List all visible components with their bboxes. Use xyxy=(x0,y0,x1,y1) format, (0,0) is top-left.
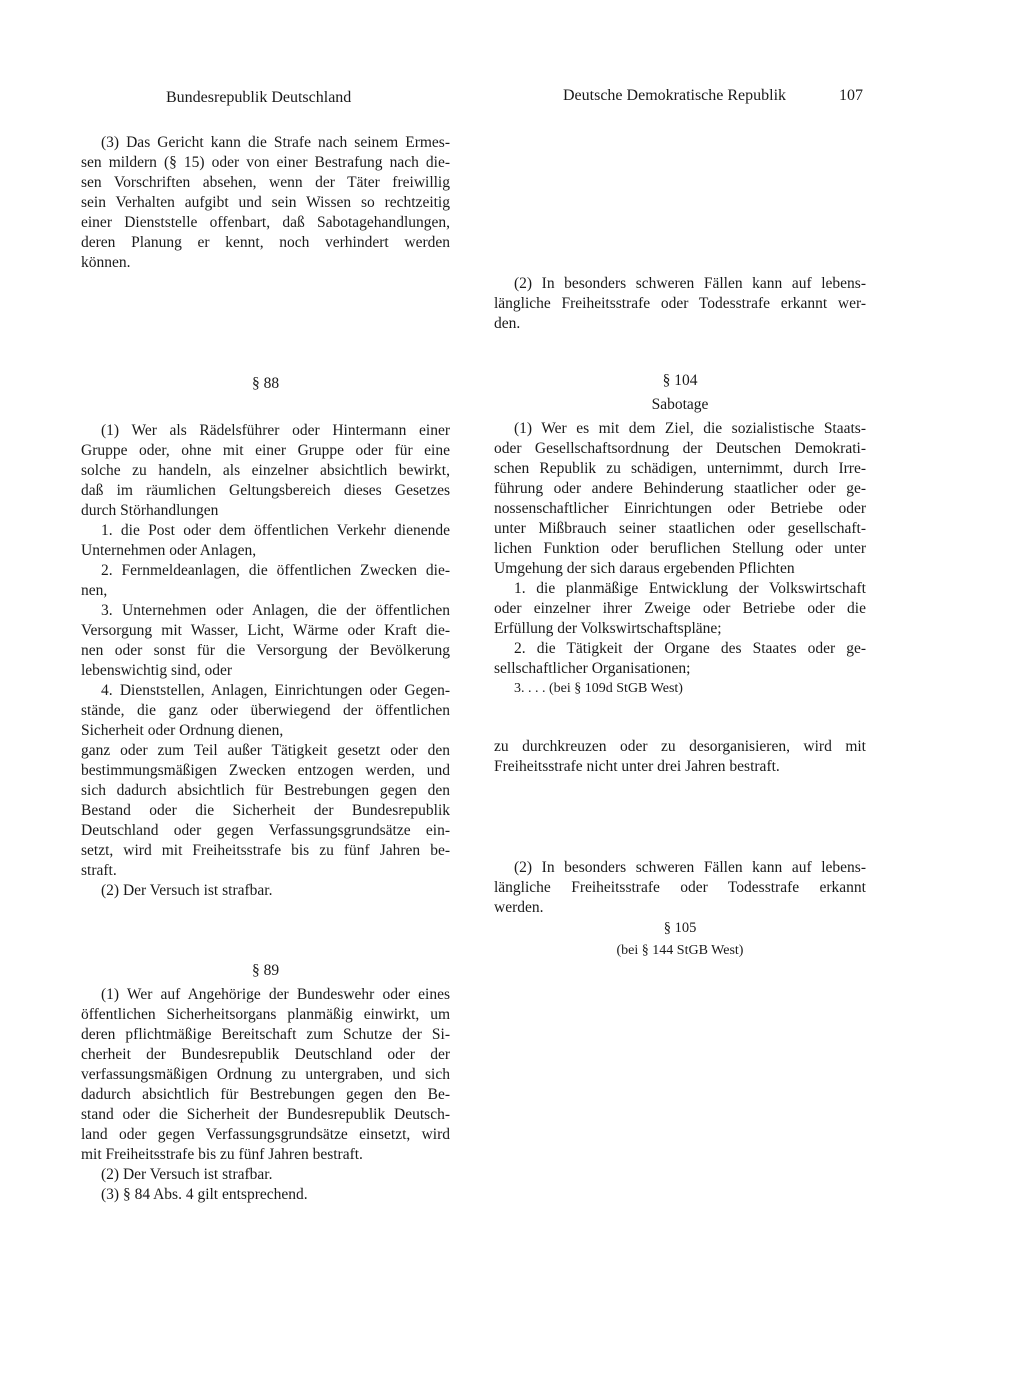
left-paragraph-3 xyxy=(81,133,450,273)
text-line: deren pflichtmäßige Bereitschaft zum Schutze der Si- xyxy=(81,1026,450,1043)
text-line: nen oder sonst für die Versorgung der Bevölkerung xyxy=(81,642,450,659)
section-104-continuation xyxy=(494,737,866,777)
text-line: nossenschaftlicher Einrichtungen oder Betriebe oder xyxy=(494,500,866,517)
text-line: cherheit der Bundesrepublik Deutschland oder der xyxy=(81,1046,450,1063)
text-line: stand oder die Sicherheit der Bundesrepublik Deutsch- xyxy=(81,1106,450,1123)
header-left-title: Bundesrepublik Deutschland xyxy=(166,89,352,106)
text-line: 1. die planmäßige Entwicklung der Volkswirtschaft xyxy=(514,580,866,597)
section-88-body xyxy=(81,421,450,901)
text-line: lebenswichtig sind, oder xyxy=(81,662,233,679)
text-line: land oder gegen Verfassungsgrundsätze einsetzt, wird xyxy=(81,1126,450,1143)
text-line: Bestand oder die Sicherheit der Bundesrepublik xyxy=(81,802,450,819)
section-88-heading-block xyxy=(81,374,450,394)
header-right-title: Deutsche Demokratische Republik xyxy=(563,87,787,104)
text-line: Deutschland oder gegen Verfassungsgrundsätze ein- xyxy=(81,822,450,839)
text-line: 3. Unternehmen oder Anlagen, die der öffentlichen xyxy=(101,602,450,619)
text-line: längliche Freiheitsstrafe oder Todesstrafe erkannt xyxy=(494,879,866,896)
text-line: 4. Dienststellen, Anlagen, Einrichtungen oder Gegen- xyxy=(101,682,450,699)
section-105-heading: § 105 xyxy=(663,920,697,936)
text-line: führung oder andere Behinderung staatlicher oder ge- xyxy=(494,480,866,497)
text-line: Erfüllung der Volkswirtschaftspläne; xyxy=(494,620,722,637)
text-line: Unternehmen oder Anlagen, xyxy=(81,542,257,559)
section-88-heading: § 88 xyxy=(251,375,280,392)
text-line: 1. die Post oder dem öffentlichen Verkehr dienende xyxy=(101,522,450,539)
text-line: öffentlichen Sicherheitsorgans planmäßig einwirkt, um xyxy=(81,1006,450,1023)
text-line: dadurch absichtlich für Bestrebungen gegen den Be- xyxy=(81,1086,450,1103)
text-line: werden. xyxy=(494,899,544,916)
text-line: oder Gesellschaftsordnung der Deutschen Demokrati- xyxy=(494,440,866,457)
text-line: (1) Wer als Rädelsführer oder Hintermann einer xyxy=(101,422,450,439)
text-line: Sicherheit oder Ordnung dienen, xyxy=(81,722,284,739)
text-line: (2) In besonders schweren Fällen kann auf lebens- xyxy=(514,275,866,292)
text-line: sen Vorschriften absehen, wenn der Täter freiwillig xyxy=(81,174,450,191)
section-89-body xyxy=(81,985,450,1205)
section-104-body xyxy=(494,419,866,699)
text-line: (2) Der Versuch ist strafbar. xyxy=(101,1166,273,1183)
text-line: Freiheitsstrafe nicht unter drei Jahren bestraft. xyxy=(494,758,780,775)
text-line: nen, xyxy=(81,582,108,599)
section-104-heading-block xyxy=(494,371,866,415)
page-number: 107 xyxy=(839,87,863,104)
text-line: (3) Das Gericht kann die Strafe nach seinem Ermes- xyxy=(101,134,450,151)
text-line: oder einzelner ihrer Zweige oder Betriebe oder die xyxy=(494,600,866,617)
text-line: sein Verhalten aufgibt und sein Wissen so rechtzeitig xyxy=(81,194,450,211)
section-104-heading: § 104 xyxy=(662,372,698,389)
text-line: 3. . . . (bei § 109d StGB West) xyxy=(514,681,683,696)
text-line: Versorgung mit Wasser, Licht, Wärme oder Kraft die- xyxy=(81,622,450,639)
text-line: setzt, wird mit Freiheitsstrafe bis zu fünf Jahren be- xyxy=(81,842,450,859)
text-line: sen mildern (§ 15) oder von einer Bestrafung nach die- xyxy=(81,154,450,171)
text-line: (2) In besonders schweren Fällen kann auf lebens- xyxy=(514,859,866,876)
text-line: deren Planung er kennt, noch verhindert werden xyxy=(81,234,450,251)
text-line: (1) Wer auf Angehörige der Bundeswehr oder eines xyxy=(101,986,450,1003)
text-line: solche zu handeln, als einzelner absichtlich bewirkt, xyxy=(81,462,450,479)
text-line: (1) Wer es mit dem Ziel, die sozialistische Staats- xyxy=(514,420,866,437)
text-line: den. xyxy=(494,315,521,332)
text-line: stände, die ganz oder überwiegend der öffentlichen xyxy=(81,702,450,719)
section-105-reference: (bei § 144 StGB West) xyxy=(616,943,744,958)
text-line: ganz oder zum Teil außer Tätigkeit gesetzt oder den xyxy=(81,742,450,759)
text-line: längliche Freiheitsstrafe oder Todesstrafe erkannt wer- xyxy=(494,295,866,312)
text-line: unter Mißbrauch seiner staatlichen oder gesellschaft- xyxy=(494,520,866,537)
text-line: (2) Der Versuch ist strafbar. xyxy=(101,882,273,899)
text-line: Gruppe oder, ohne mit einer Gruppe oder für eine xyxy=(81,442,450,459)
text-line: können. xyxy=(81,254,131,271)
section-104-title: Sabotage xyxy=(651,396,709,413)
text-line: sellschaftlicher Organisationen; xyxy=(494,660,691,677)
text-line: straft. xyxy=(81,862,117,879)
text-line: lichen Funktion oder beruflichen Stellung oder unter xyxy=(494,540,866,557)
text-line: 2. die Tätigkeit der Organe des Staates oder ge- xyxy=(514,640,866,657)
text-line: durch Störhandlungen xyxy=(81,502,219,519)
text-line: mit Freiheitsstrafe bis zu fünf Jahren bestraft. xyxy=(81,1146,363,1163)
section-89-heading-block xyxy=(81,961,450,981)
section-105-block xyxy=(494,918,866,961)
section-89-heading: § 89 xyxy=(251,962,280,979)
text-line: sich dadurch absichtlich für Bestrebungen gegen den xyxy=(81,782,450,799)
right-paragraph-2b xyxy=(494,858,866,918)
text-line: 2. Fernmeldeanlagen, die öffentlichen Zwecken die- xyxy=(101,562,450,579)
text-line: daß im räumlichen Geltungsbereich dieses Gesetzes xyxy=(81,482,450,499)
text-line: schen Republik zu schädigen, unternimmt, durch Irre- xyxy=(494,460,866,477)
text-line: einer Dienststelle offenbart, daß Sabotagehandlungen, xyxy=(81,214,450,231)
text-line: (3) § 84 Abs. 4 gilt entsprechend. xyxy=(101,1186,308,1203)
text-line: bestimmungsmäßigen Zwecken entzogen werden, und xyxy=(81,762,450,779)
right-paragraph-2a xyxy=(494,274,866,334)
text-line: zu durchkreuzen oder zu desorganisieren, wird mit xyxy=(494,738,866,755)
text-line: verfassungsmäßigen Ordnung zu untergraben, und sich xyxy=(81,1066,450,1083)
text-line: Umgehung der sich daraus ergebenden Pflichten xyxy=(494,560,795,577)
